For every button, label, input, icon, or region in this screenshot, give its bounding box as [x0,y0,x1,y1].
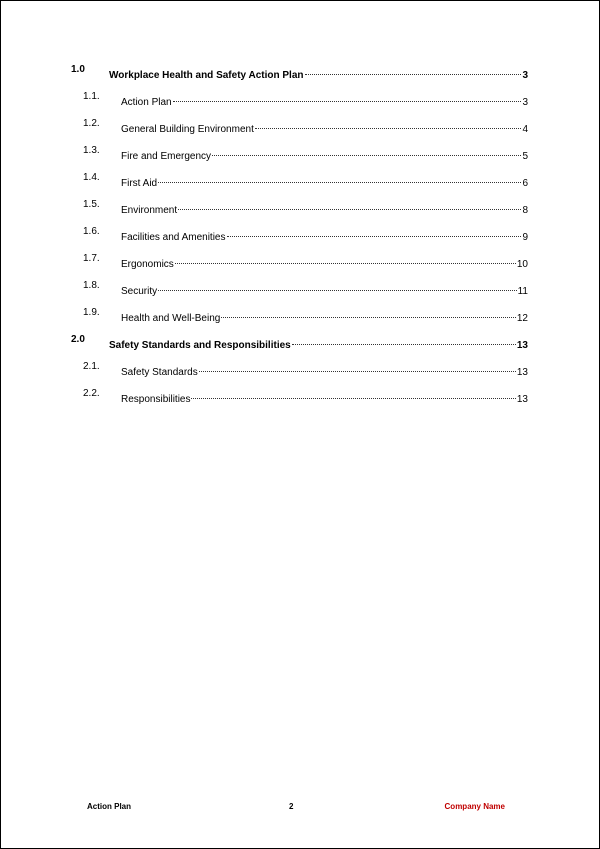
toc-entry-leader [121,251,528,273]
toc-entry-leader [121,224,528,246]
toc-entry-title: Responsibilities [121,394,191,405]
dot-leader [172,89,523,105]
toc-entry-1-5[interactable] [1,197,599,216]
toc-entry-page: 10 [516,259,528,270]
toc-entry-title: Safety Standards [121,367,198,378]
toc-entry-page: 13 [516,394,528,405]
toc-entry-title: Workplace Health and Safety Action Plan [109,70,304,81]
toc-entry-1-0[interactable] [1,62,599,81]
toc-entry-leader [121,278,528,300]
dot-leader [304,62,523,78]
toc-entry-1-3[interactable] [1,143,599,162]
footer-company-name: Company Name [444,802,505,811]
toc-entry-leader [121,197,528,219]
dot-leader [254,116,523,132]
toc-entry-page: 13 [516,367,528,378]
toc-entry-leader [121,170,528,192]
dot-leader [157,170,522,186]
toc-entry-number: 1.0 [71,64,85,75]
dot-leader [174,251,517,267]
toc-entry-page: 3 [522,70,528,81]
toc-entry-1-8[interactable] [1,278,599,297]
toc-entry-page: 11 [517,286,528,297]
toc-entry-number: 1.2. [83,118,100,129]
toc-entry-1-1[interactable] [1,89,599,108]
toc-entry-2-0[interactable] [1,332,599,351]
toc-entry-title: First Aid [121,178,158,189]
toc-entry-leader [121,359,528,381]
dot-leader [177,197,522,213]
toc-entry-number: 1.8. [83,280,100,291]
toc-entry-number: 1.9. [83,307,100,318]
toc-entry-1-9[interactable] [1,305,599,324]
toc-entry-title: Environment [121,205,178,216]
dot-leader [291,332,517,348]
toc-entry-1-2[interactable] [1,116,599,135]
toc-entry-page: 5 [522,151,528,162]
toc-entry-page: 12 [516,313,528,324]
toc-entry-title: Ergonomics [121,259,174,270]
page-footer [1,797,599,817]
toc-entry-leader [109,62,528,84]
dot-leader [211,143,522,159]
dot-leader [198,359,517,375]
toc-entry-number: 1.4. [83,172,100,183]
dot-leader [190,386,516,402]
toc-entry-title: Security [121,286,158,297]
table-of-contents [1,1,599,421]
toc-entry-leader [109,332,528,354]
dot-leader [226,224,523,240]
toc-entry-number: 1.6. [83,226,100,237]
toc-entry-title: Fire and Emergency [121,151,212,162]
toc-entry-number: 1.3. [83,145,100,156]
dot-leader [157,278,517,294]
toc-entry-page: 4 [522,124,528,135]
toc-entry-2-2[interactable] [1,386,599,405]
toc-entry-number: 1.5. [83,199,100,210]
toc-entry-leader [121,143,528,165]
toc-entry-title: Action Plan [121,97,172,108]
toc-entry-number: 2.0 [71,334,85,345]
toc-entry-page: 6 [522,178,528,189]
toc-entry-leader [121,386,528,408]
toc-entry-page: 9 [522,232,528,243]
footer-document-title: Action Plan [87,802,132,811]
toc-entry-1-7[interactable] [1,251,599,270]
toc-entry-page: 3 [522,97,528,108]
toc-entry-number: 2.1. [83,361,100,372]
dot-leader [220,305,517,321]
toc-entry-title: Facilities and Amenities [121,232,226,243]
toc-entry-leader [121,116,528,138]
toc-entry-number: 2.2. [83,388,100,399]
toc-entry-title: General Building Environment [121,124,254,135]
toc-entry-number: 1.7. [83,253,100,264]
toc-entry-number: 1.1. [83,91,100,102]
toc-entry-title: Safety Standards and Responsibilities [109,340,291,351]
toc-entry-1-6[interactable] [1,224,599,243]
toc-entry-page: 13 [516,340,528,351]
toc-entry-1-4[interactable] [1,170,599,189]
toc-entry-leader [121,305,528,327]
toc-entry-2-1[interactable] [1,359,599,378]
toc-entry-page: 8 [522,205,528,216]
toc-entry-leader [121,89,528,111]
toc-entry-title: Health and Well-Being [121,313,221,324]
footer-page-number: 2 [289,802,294,811]
